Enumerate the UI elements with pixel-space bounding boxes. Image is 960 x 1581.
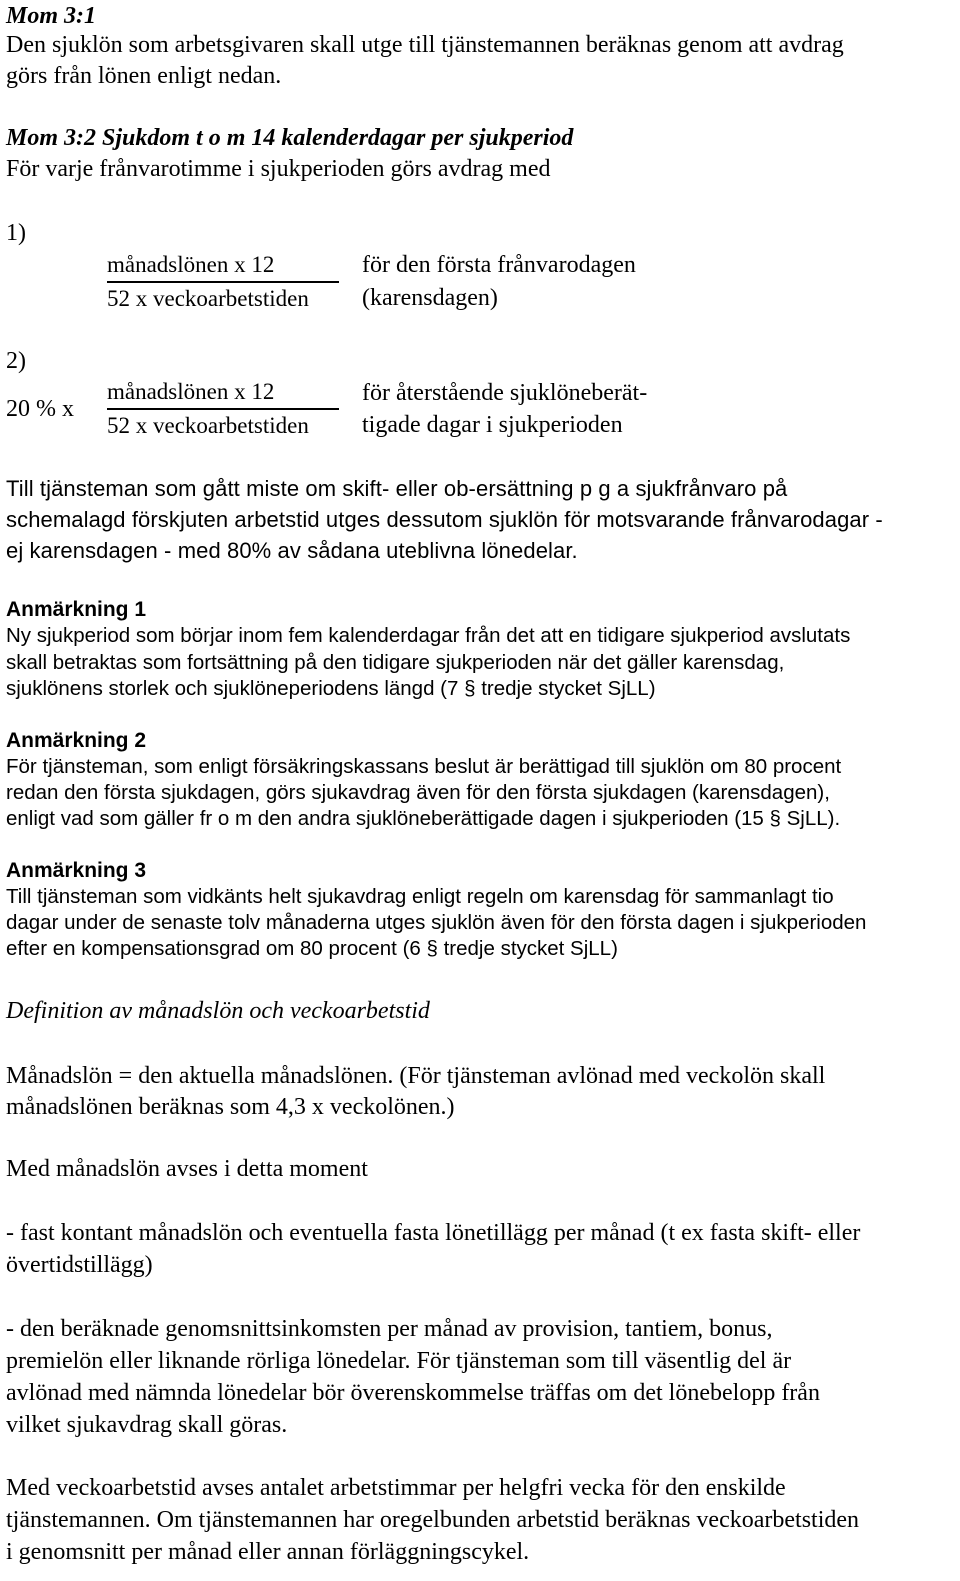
mom31-line-2: görs från lönen enligt nedan.	[6, 63, 282, 89]
mom31-line-1: Den sjuklön som arbetsgivaren skall utge till tjänstemannen beräknas genom att avdrag	[6, 32, 844, 58]
definition-p5-line-2: tjänstemannen. Om tjänstemannen har oregelbunden arbetstid beräknas veckoarbetstiden	[6, 1507, 860, 1533]
definition-p4-line-2: premielön eller liknande rörliga lönedelar. För tjänsteman som till väsentlig del är	[6, 1348, 792, 1374]
definition-p3-line-2: övertidstillägg)	[6, 1252, 153, 1278]
item2-denominator: 52 x veckoarbetstiden	[107, 413, 309, 438]
item2-fraction	[107, 377, 339, 441]
shift-line-2: schemalagd förskjuten arbetstid utges dessutom sjuklön för motsvarande frånvarodagar -	[6, 507, 883, 532]
item1-label: 1)	[6, 220, 26, 246]
shift-line-3: ej karensdagen - med 80% av sådana uteblivna lönedelar.	[6, 538, 578, 563]
note1-line-1: Ny sjukperiod som börjar inom fem kalenderdagar från det att en tidigare sjukperiod avslutats	[6, 624, 851, 647]
note3-line-1: Till tjänsteman som vidkänts helt sjukavdrag enligt regeln om karensdag för sammanlagt tio	[6, 885, 834, 908]
note3-line-2: dagar under de senaste tolv månaderna utges sjuklön även för den första dagen i sjukperioden	[6, 911, 867, 934]
note2-line-3: enligt vad som gäller fr o m den andra sjuklöneberättigade dagen i sjukperioden (15 § SjLL).	[6, 807, 841, 830]
note1-heading: Anmärkning 1	[6, 598, 147, 621]
note2-line-1: För tjänsteman, som enligt försäkringskassans beslut är berättigad till sjuklön om 80 procent	[6, 755, 842, 778]
item2-prefix: 20 % x	[6, 396, 74, 422]
definition-p2: Med månadslön avses i detta moment	[6, 1156, 368, 1182]
mom31-heading: Mom 3:1	[6, 3, 96, 29]
item2-numerator: månadslönen x 12	[107, 377, 339, 410]
mom32-intro: För varje frånvarotimme i sjukperioden görs avdrag med	[6, 156, 551, 182]
definition-p5-line-3: i genomsnitt per månad eller annan förläggningscykel.	[6, 1539, 530, 1565]
definition-p4-line-4: vilket sjukavdrag skall göras.	[6, 1412, 288, 1438]
item2-desc-1: för återstående sjuklöneberät-	[362, 380, 648, 406]
item1-numerator: månadslönen x 12	[107, 250, 339, 283]
definition-p5-line-1: Med veckoarbetstid avses antalet arbetstimmar per helgfri vecka för den enskilde	[6, 1475, 786, 1501]
definition-p3-line-1: - fast kontant månadslön och eventuella fasta lönetillägg per månad (t ex fasta skift- eller	[6, 1220, 861, 1246]
note1-line-2: skall betraktas som fortsättning på den tidigare sjukperioden när det gäller karensdag,	[6, 651, 785, 674]
definition-heading: Definition av månadslön och veckoarbetstid	[6, 998, 430, 1024]
definition-p4-line-3: avlönad med nämnda lönedelar bör överenskommelse träffas om det lönebelopp från	[6, 1380, 820, 1406]
item2-label: 2)	[6, 348, 26, 374]
definition-p1-line-2: månadslönen beräknas som 4,3 x veckolönen.)	[6, 1094, 455, 1120]
shift-line-1: Till tjänsteman som gått miste om skift- eller ob-ersättning p g a sjukfrånvaro på	[6, 476, 788, 501]
item2-desc-2: tigade dagar i sjukperioden	[362, 412, 623, 438]
note2-heading: Anmärkning 2	[6, 729, 147, 752]
note3-heading: Anmärkning 3	[6, 859, 147, 882]
item1-denominator: 52 x veckoarbetstiden	[107, 286, 309, 311]
note2-line-2: redan den första sjukdagen, görs sjukavdrag även för den första sjukdagen (karensdagen),	[6, 781, 830, 804]
item1-desc-1: för den första frånvarodagen	[362, 252, 636, 278]
definition-p1-line-1: Månadslön = den aktuella månadslönen. (För tjänsteman avlönad med veckolön skall	[6, 1063, 826, 1089]
note1-line-3: sjuklönens storlek och sjuklöneperiodens längd (7 § tredje stycket SjLL)	[6, 677, 656, 700]
definition-p4-line-1: - den beräknade genomsnittsinkomsten per månad av provision, tantiem, bonus,	[6, 1316, 773, 1342]
item1-desc-2: (karensdagen)	[362, 285, 498, 311]
item1-fraction	[107, 250, 339, 314]
mom32-heading: Mom 3:2 Sjukdom t o m 14 kalenderdagar per sjukperiod	[6, 125, 574, 151]
note3-line-3: efter en kompensationsgrad om 80 procent (6 § tredje stycket SjLL)	[6, 937, 618, 960]
